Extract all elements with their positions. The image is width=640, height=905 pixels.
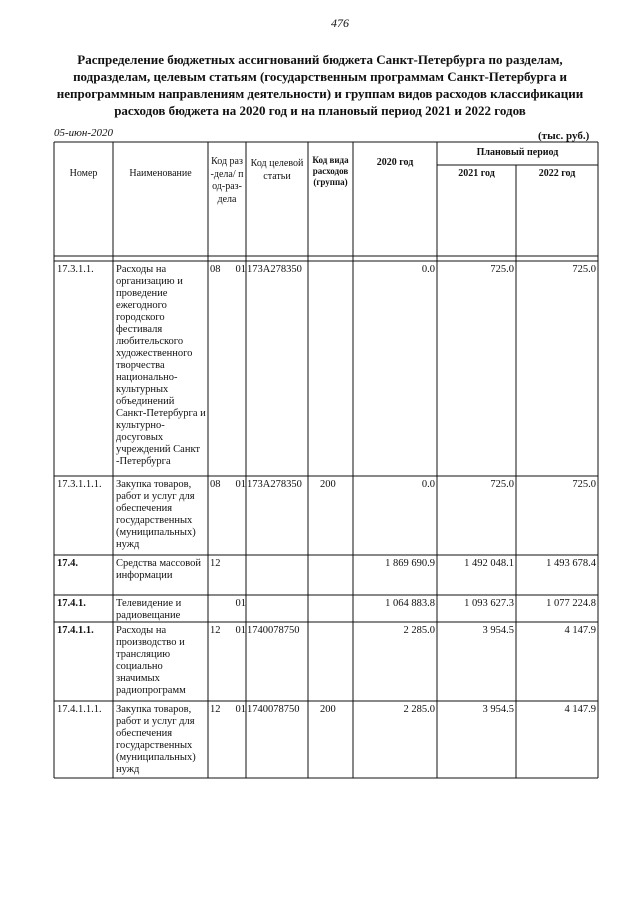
row-2020: 1 064 883.8 (385, 598, 435, 609)
row-vid: 200 (320, 704, 336, 715)
row-2021: 3 954.5 (482, 704, 514, 715)
row-razdel: 12 (210, 558, 221, 569)
row-2020: 2 285.0 (403, 704, 435, 715)
row-razdel: 12 (210, 625, 221, 636)
row-2020: 2 285.0 (403, 625, 435, 636)
row-target: 173А278350 (247, 479, 302, 490)
row-2022: 1 493 678.4 (546, 558, 596, 569)
header-number: Номер (69, 168, 98, 179)
row-target: 1740078750 (247, 625, 300, 636)
row-number: 17.4. (57, 558, 78, 569)
row-podrazdel: 01 (235, 264, 246, 275)
row-2022: 4 147.9 (564, 704, 596, 715)
row-number: 17.3.1.1. (57, 264, 94, 275)
row-2020: 1 869 690.9 (385, 558, 435, 569)
row-target: 1740078750 (247, 704, 300, 715)
row-vid: 200 (320, 479, 336, 490)
header-vid-code: Код вида расходов (группа) (312, 155, 349, 187)
row-name: Закупка товаров, работ и услуг для обеспечения государственных (муниципальных) нужд (116, 479, 196, 550)
units-label: (тыс. руб.) (538, 130, 590, 142)
row-2021: 725.0 (490, 479, 514, 490)
header-2020: 2020 год (376, 157, 414, 168)
document-date: 05-июн-2020 (54, 127, 114, 139)
header-target-code: Код целевой статьи (250, 158, 304, 182)
row-2022: 725.0 (572, 264, 596, 275)
row-podrazdel: 01 (235, 625, 246, 636)
row-2021: 1 492 048.1 (464, 558, 514, 569)
row-name: Расходы на производство и трансляцию социально значимых радиопрограмм (116, 625, 186, 696)
row-2022: 725.0 (572, 479, 596, 490)
header-section-code: Код раз-дела/ под-раз-дела (210, 156, 244, 205)
header-2021: 2021 год (458, 168, 495, 179)
row-name: Телевидение и радиовещание (116, 598, 182, 621)
row-podrazdel: 01 (235, 704, 246, 715)
row-2020: 0.0 (421, 479, 435, 490)
row-2020: 0.0 (421, 264, 435, 275)
row-name: Закупка товаров, работ и услуг для обеспечения государственных (муниципальных) нужд (116, 704, 196, 775)
row-podrazdel: 01 (235, 598, 246, 609)
row-number: 17.3.1.1.1. (57, 479, 102, 490)
header-name: Наименование (129, 168, 192, 179)
row-2021: 3 954.5 (482, 625, 514, 636)
row-razdel: 08 (210, 264, 221, 275)
row-2021: 725.0 (490, 264, 514, 275)
row-2022: 1 077 224.8 (546, 598, 596, 609)
row-2022: 4 147.9 (564, 625, 596, 636)
page-title: Распределение бюджетных ассигнований бюджета Санкт-Петербурга по разделам, подразделам, целевым статьям (государственным программам Санкт-Петербурга и непрограммным направлениям деятельности) и группам видов расходов классификации расходов бюджета на 2020 год и на плановый период 2021 и 2022 годов (56, 52, 584, 118)
row-2021: 1 093 627.3 (464, 598, 514, 609)
page-number: 476 (331, 16, 349, 30)
row-razdel: 12 (210, 704, 221, 715)
row-number: 17.4.1. (57, 598, 86, 609)
row-podrazdel: 01 (235, 479, 246, 490)
header-2022: 2022 год (538, 168, 576, 179)
row-number: 17.4.1.1.1. (57, 704, 102, 715)
row-number: 17.4.1.1. (57, 625, 94, 636)
row-target: 173А278350 (247, 264, 302, 275)
header-planned-period: Плановый период (476, 147, 559, 158)
row-name: Средства массовой информации (116, 558, 202, 581)
row-name: Расходы на организацию и проведение ежегодного городского фестиваля любительского художественного творчества национально-культурных объединений Санкт-Петербурга и культурно-досуговых учреждений Санкт -Петербурга (116, 264, 206, 467)
row-razdel: 08 (210, 479, 221, 490)
